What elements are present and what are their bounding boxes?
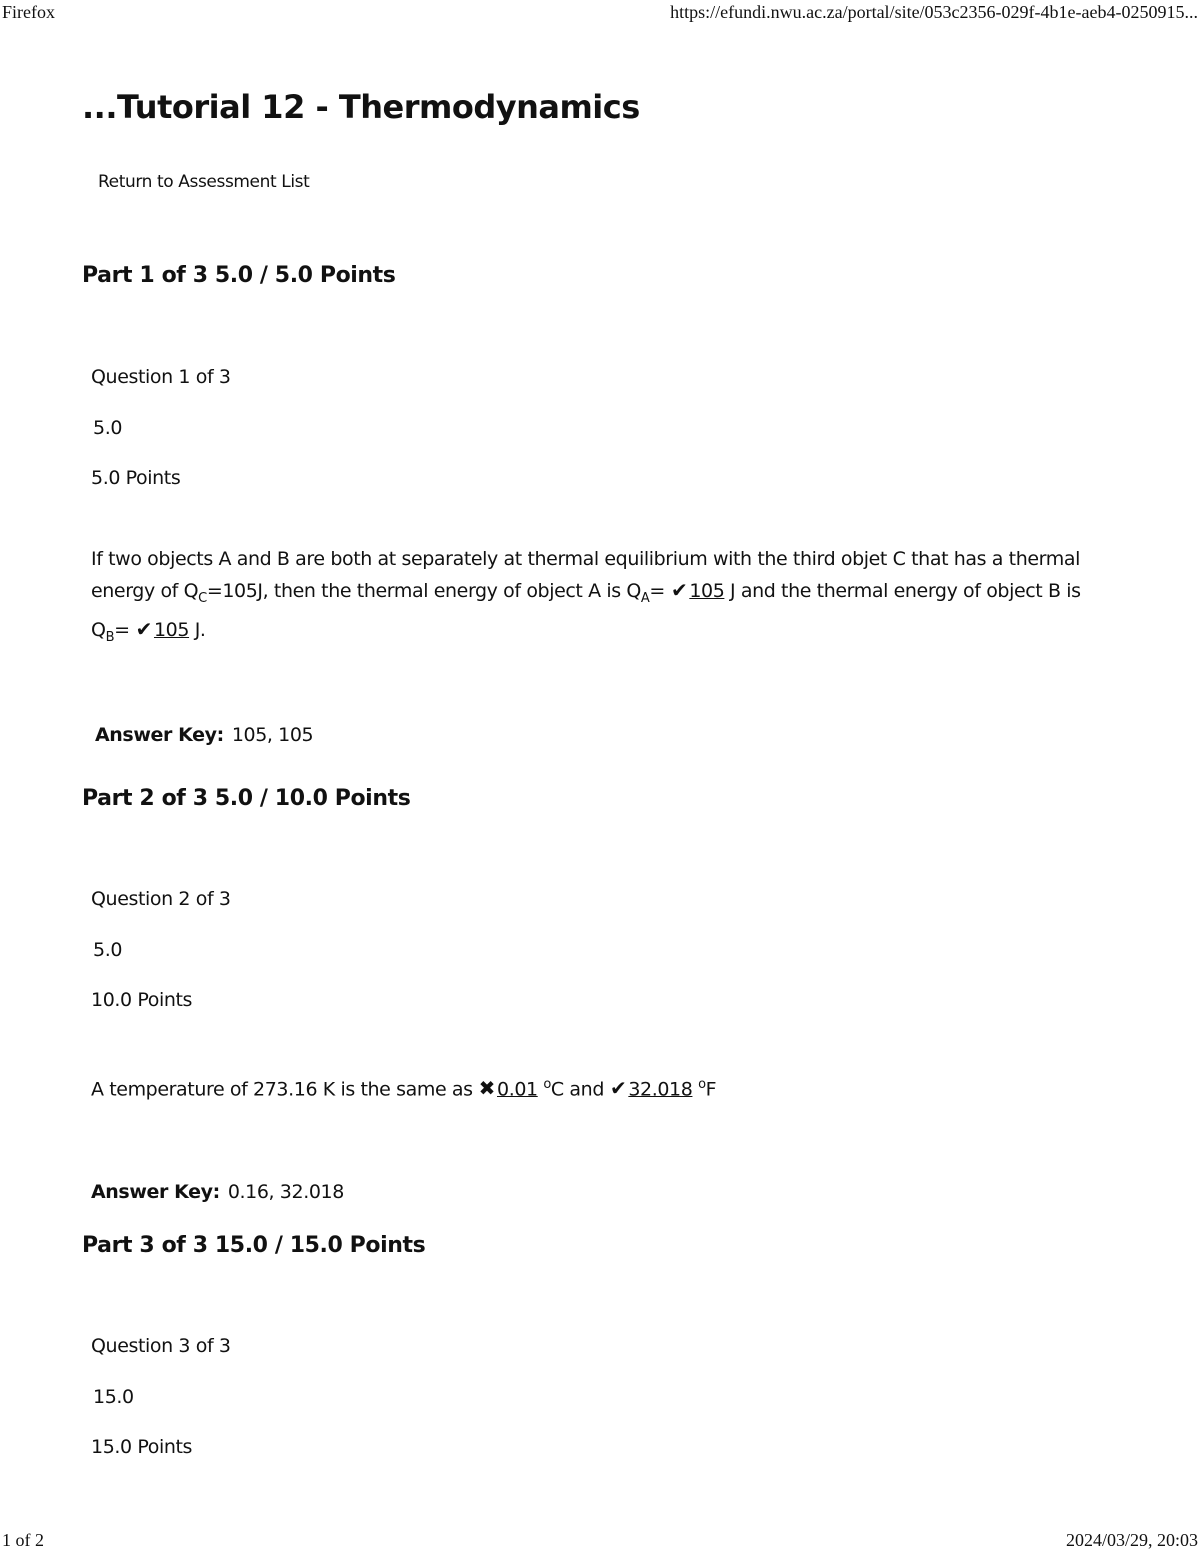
- question-text-part: =: [649, 580, 665, 602]
- check-icon: ✔: [135, 616, 152, 641]
- subscript: A: [640, 590, 650, 606]
- question-label: Question 1 of 3: [91, 366, 231, 388]
- part-2: [82, 786, 1142, 811]
- question-text-part: J and the thermal energy of object B is Q: [91, 580, 1081, 641]
- answer-key-label: Answer Key:: [95, 724, 224, 746]
- assessment-content: [82, 88, 1142, 1458]
- answer-key-value: 0.16, 32.018: [227, 1181, 344, 1203]
- part-heading: Part 1 of 3 5.0 / 5.0 Points: [82, 263, 396, 288]
- question-text: [91, 544, 1121, 653]
- question-label: Question 2 of 3: [91, 888, 231, 910]
- question-points: 5.0 Points: [91, 467, 181, 489]
- student-answer: 0.01: [497, 1078, 538, 1101]
- answer-key: [91, 1181, 344, 1203]
- question-text-part: J.: [189, 618, 206, 641]
- question-score: 15.0: [93, 1386, 134, 1408]
- print-footer: [0, 1528, 1200, 1552]
- question-text-part: =105J, then the thermal energy of object A is Q: [206, 580, 641, 602]
- return-to-assessment-list-link[interactable]: Return to Assessment List: [98, 172, 310, 192]
- question-points: 15.0 Points: [91, 1436, 193, 1458]
- page-title: ...Tutorial 12 - Thermodynamics: [82, 88, 640, 126]
- cross-icon: ✖: [478, 1076, 495, 1101]
- print-app-name: Firefox: [2, 1, 55, 22]
- question-text-part: If two objects A and B are both at separately at thermal equilibrium with the third objet C that has a thermal energy of Q: [91, 548, 1080, 602]
- part-1: [82, 263, 1142, 288]
- print-url: https://efundi.nwu.ac.za/portal/site/053c2356-029f-4b1e-aeb4-0250915...: [670, 1, 1198, 22]
- superscript: o: [543, 1077, 551, 1092]
- student-answer: 32.018: [628, 1078, 693, 1101]
- question-text-part: A temperature of 273.16 K is the same as: [91, 1078, 473, 1101]
- check-icon: ✔: [609, 1076, 627, 1101]
- student-answer: 105: [153, 618, 190, 641]
- question-points: 10.0 Points: [91, 989, 193, 1011]
- question-score: 5.0: [93, 939, 123, 961]
- print-header: [0, 0, 1200, 24]
- answer-key: [95, 724, 313, 746]
- answer-key-value: 105, 105: [231, 724, 314, 746]
- answer-key-label: Answer Key:: [91, 1181, 220, 1203]
- subscript: B: [105, 629, 115, 645]
- question-label: Question 3 of 3: [91, 1335, 231, 1357]
- subscript: C: [198, 590, 207, 606]
- question-text-part: F: [705, 1078, 717, 1101]
- part-heading: Part 2 of 3 5.0 / 10.0 Points: [82, 786, 411, 811]
- question-text-part: C and: [550, 1078, 604, 1101]
- page-counter: 1 of 2: [2, 1529, 44, 1550]
- check-icon: ✔: [670, 578, 688, 602]
- superscript: o: [698, 1077, 706, 1092]
- part-3: [82, 1233, 1142, 1258]
- part-heading: Part 3 of 3 15.0 / 15.0 Points: [82, 1233, 426, 1258]
- question-text: [91, 1069, 1121, 1105]
- question-score: 5.0: [93, 417, 123, 439]
- print-datetime: 2024/03/29, 20:03: [1065, 1529, 1198, 1550]
- question-text-part: =: [114, 618, 130, 641]
- student-answer: 105: [689, 580, 725, 602]
